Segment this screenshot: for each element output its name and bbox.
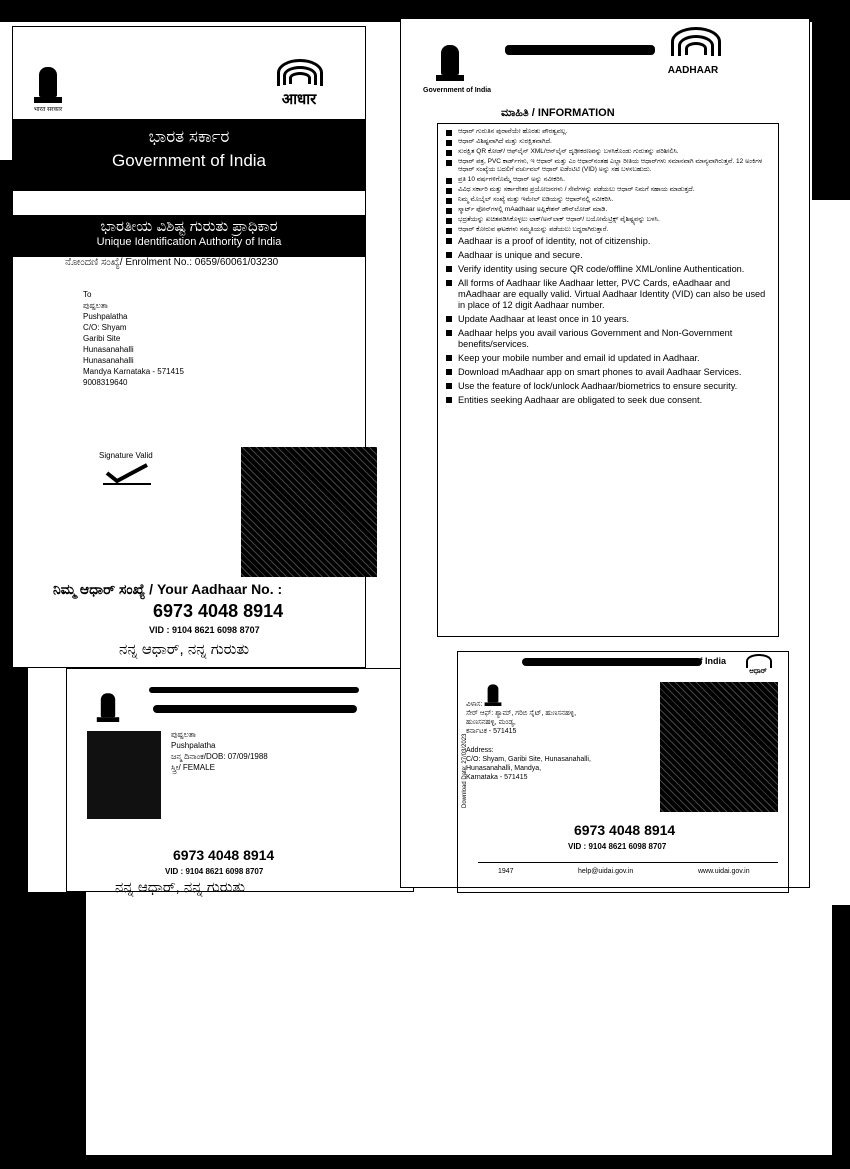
information-item: ವಿವಿಧ ಸರ್ಕಾರಿ ಮತ್ತು ಸರ್ಕಾರೇತರ ಪ್ರಯೋಜನಗಳು / ಸೇವೆಗಳನ್ನು ಪಡೆಯಲು ಆಧಾರ್ ನಿಮಗೆ ಸಹಾಯ ಮಾಡುತ್ತದೆ. bbox=[458, 186, 772, 194]
aadhaar-number: 6973 4048 8914 bbox=[173, 847, 275, 863]
aadhaar-number: 6973 4048 8914 bbox=[574, 822, 676, 838]
information-item: ಸ್ಮಾರ್ಟ್ ಫೋನ್‌ಗಳಲ್ಲಿ mAadhaar ಅಪ್ಲಿಕೇಶನ್ ಡೌನ್‌ಲೋಡ್ ಮಾಡಿ. bbox=[458, 206, 772, 214]
checkmark-icon bbox=[103, 463, 151, 485]
download-date: Download Date: 27/03/2023 bbox=[462, 733, 468, 808]
information-title: ಮಾಹಿತಿ / INFORMATION bbox=[501, 107, 615, 119]
information-item: Aadhaar helps you avail various Government and Non-Government benefits/services. bbox=[458, 328, 772, 350]
aadhaar-card-cutout bbox=[66, 668, 414, 896]
enrolment-number: ನೋಂದಣಿ ಸಂಖ್ಯೆ/ Enrolment No.: 0659/60061/03230 bbox=[65, 257, 279, 268]
aadhaar-logo-icon: आधार bbox=[263, 57, 335, 113]
information-item: Download mAadhaar app on smart phones to avail Aadhaar Services. bbox=[458, 367, 772, 378]
information-item: ಆಧಾರ್ ಗುರುತಿನ ಪುರಾವೆಯೇ ಹೊರತು ಪೌರತ್ವವಲ್ಲ. bbox=[458, 128, 772, 136]
information-list bbox=[438, 124, 778, 406]
eaadhaar-header-suffix: of India bbox=[694, 656, 726, 666]
information-item: Use the feature of lock/unlock Aadhaar/biometrics to ensure security. bbox=[458, 381, 772, 392]
information-item: ಆಧಾರ್ ಪತ್ರ, PVC ಕಾರ್ಡ್‌ಗಳು, ಇ ಆಧಾರ್ ಮತ್ತು ಎಂ ಆಧಾರ್‌ನಂತಹ ಎಲ್ಲಾ ರೀತಿಯ ಆಧಾರ್‌ಗಳು ಸಮಾನವಾಗಿ ಮಾನ್ಯವಾಗಿರುತ್ತವೆ. 12 ಅಂಕಿಗಳ ಆಧಾರ್ ಸಂಖ್ಯೆಯ ಬದಲಿಗೆ ವರ್ಚುವಲ್ ಆಧಾರ್ ಐಡೆಂಟಿಟಿ (VID) ಅನ್ನು ಸಹ ಬಳಸಬಹುದು. bbox=[458, 158, 772, 174]
redacted-header bbox=[149, 687, 359, 693]
information-item: ಭದ್ರತೆಯನ್ನು ಖಚಿತಪಡಿಸಿಕೊಳ್ಳಲು ಲಾಕ್/ಅನ್‌ಲಾಕ್ ಆಧಾರ್/ ಬಯೋಮೆಟ್ರಿಕ್ಸ್ ವೈಶಿಷ್ಟ್ಯವನ್ನು ಬಳಸಿ. bbox=[458, 216, 772, 224]
information-item: Update Aadhaar at least once in 10 years. bbox=[458, 314, 772, 325]
blank-page-area bbox=[86, 905, 832, 1155]
information-item: All forms of Aadhaar like Aadhaar letter, PVC Cards, eAadhaar and mAadhaar are equally valid. Virtual Aadhaar Identity (VID) can also be used in place of 12 digit Aadhaar number. bbox=[458, 278, 772, 311]
government-label: Government of India bbox=[423, 87, 492, 94]
information-item: Keep your mobile number and email id updated in Aadhaar. bbox=[458, 353, 772, 364]
qr-code bbox=[241, 447, 377, 577]
aadhaar-number: 6973 4048 8914 bbox=[153, 601, 284, 621]
information-box bbox=[437, 123, 779, 637]
phone-number: 1947 bbox=[498, 868, 514, 875]
information-item: Aadhaar is a proof of identity, not of citizenship. bbox=[458, 236, 772, 247]
information-item: ಪ್ರತಿ 10 ವರ್ಷಗಳಿಗೊಮ್ಮೆ ಆಧಾರ್ ಅನ್ನು ನವೀಕರಿಸಿ. bbox=[458, 176, 772, 184]
address-english: Address: C/O: Shyam, Garibi Site, Hunasanahalli, Hunasanahalli, Mandya, Karnataka - 571415 bbox=[466, 747, 591, 781]
information-item: Aadhaar is unique and secure. bbox=[458, 250, 772, 261]
scan-border-right bbox=[812, 0, 850, 200]
information-item: ಸುರಕ್ಷಿತ QR ಕೋಡ್/ ಆಫ್‌ಲೈನ್ XML/ಆನ್‌ಲೈನ್ ದೃಢೀಕರಣವನ್ನು ಬಳಸಿಕೊಂಡು ಗುರುತನ್ನು ಪರಿಶೀಲಿಸಿ. bbox=[458, 148, 772, 156]
information-item: ಆಧಾರ್ ಕೋರುವ ಘಟಕಗಳು ಸಮ್ಮತಿಯನ್ನು ಪಡೆಯಲು ಬದ್ಧರಾಗಿರುತ್ತಾರೆ. bbox=[458, 226, 772, 234]
contact-footer bbox=[478, 862, 778, 883]
tagline: ನನ್ನ ಆಧಾರ್, ನನ್ನ ಗುರುತು bbox=[115, 879, 246, 896]
your-aadhaar-label: ನಿಮ್ಮ ಆಧಾರ್ ಸಂಖ್ಯೆ / Your Aadhaar No. : bbox=[53, 581, 283, 597]
eaadhaar-back-cutout bbox=[457, 651, 789, 893]
address-kannada: ವಿಳಾಸ: ಸೇರ್ ಆಫ್: ಶ್ಯಾಮ್, ಗರಿಬಿ ಸೈಟ್, ಹುಣಸನಹಳ್ಳಿ, ಹುಣಸನಹಳ್ಳಿ, ಮಂಡ್ಯ, ಕರ್ನಾಟಕ - 571415 bbox=[466, 701, 577, 735]
national-emblem-icon bbox=[94, 692, 121, 729]
vid-number: VID : 9104 8621 6098 8707 bbox=[568, 842, 667, 851]
aadhaar-letter-front bbox=[12, 26, 366, 668]
redacted-header bbox=[522, 658, 702, 666]
government-band: ಭಾರತ ಸರ್ಕಾರ Government of India bbox=[13, 119, 365, 191]
tagline: ನನ್ನ ಆಧಾರ್, ನನ್ನ ಗುರುತು bbox=[119, 641, 250, 658]
vid-number: VID : 9104 8621 6098 8707 bbox=[165, 867, 264, 876]
aadhaar-logo-icon: ಆಧಾರ್ bbox=[736, 652, 780, 680]
website: www.uidai.gov.in bbox=[698, 868, 750, 875]
redacted-header bbox=[505, 45, 655, 55]
aadhaar-logo-icon: AADHAAR bbox=[657, 25, 729, 81]
aadhaar-letter-back bbox=[400, 18, 810, 888]
information-item: ಆಧಾರ್ ವಿಶಿಷ್ಟವಾಗಿದೆ ಮತ್ತು ಸುರಕ್ಷಿತವಾಗಿದೆ. bbox=[458, 138, 772, 146]
scan-border-bottom-left bbox=[0, 892, 86, 1169]
information-item: Verify identity using secure QR code/offline XML/online Authentication. bbox=[458, 264, 772, 275]
signature-valid-label: Signature Valid bbox=[99, 451, 153, 460]
vid-number: VID : 9104 8621 6098 8707 bbox=[149, 625, 260, 635]
national-emblem-icon: भारत सरकार bbox=[31, 65, 65, 111]
cardholder-details: ಪುಷ್ಪಲತಾ Pushpalatha ಜನ್ಮ ದಿನಾಂಕ/DOB: 07/09/1988 ಸ್ತ್ರೀ/ FEMALE bbox=[171, 730, 268, 772]
information-item: ನಿಮ್ಮ ಮೊಬೈಲ್ ಸಂಖ್ಯೆ ಮತ್ತು ಇಮೇಲ್ ಐಡಿಯನ್ನು ಆಧಾರ್‌ನಲ್ಲಿ ನವೀಕರಿಸಿ. bbox=[458, 196, 772, 204]
information-item: Entities seeking Aadhaar are obligated to seek due consent. bbox=[458, 395, 772, 406]
authority-band: ಭಾರತೀಯ ವಿಶಿಷ್ಟ ಗುರುತು ಪ್ರಾಧಿಕಾರ Unique Identification Authority of India bbox=[13, 215, 365, 257]
national-emblem-icon bbox=[433, 43, 467, 89]
photo bbox=[87, 731, 161, 819]
qr-code bbox=[660, 682, 778, 812]
email-address: help@uidai.gov.in bbox=[578, 868, 634, 875]
redacted-header bbox=[153, 705, 357, 713]
recipient-address: To ಪುಷ್ಪಲತಾ Pushpalatha C/O: Shyam Garibi Site Hunasanahalli Hunasanahalli Mandya Karnataka - 571415 9008319640 bbox=[83, 290, 184, 387]
